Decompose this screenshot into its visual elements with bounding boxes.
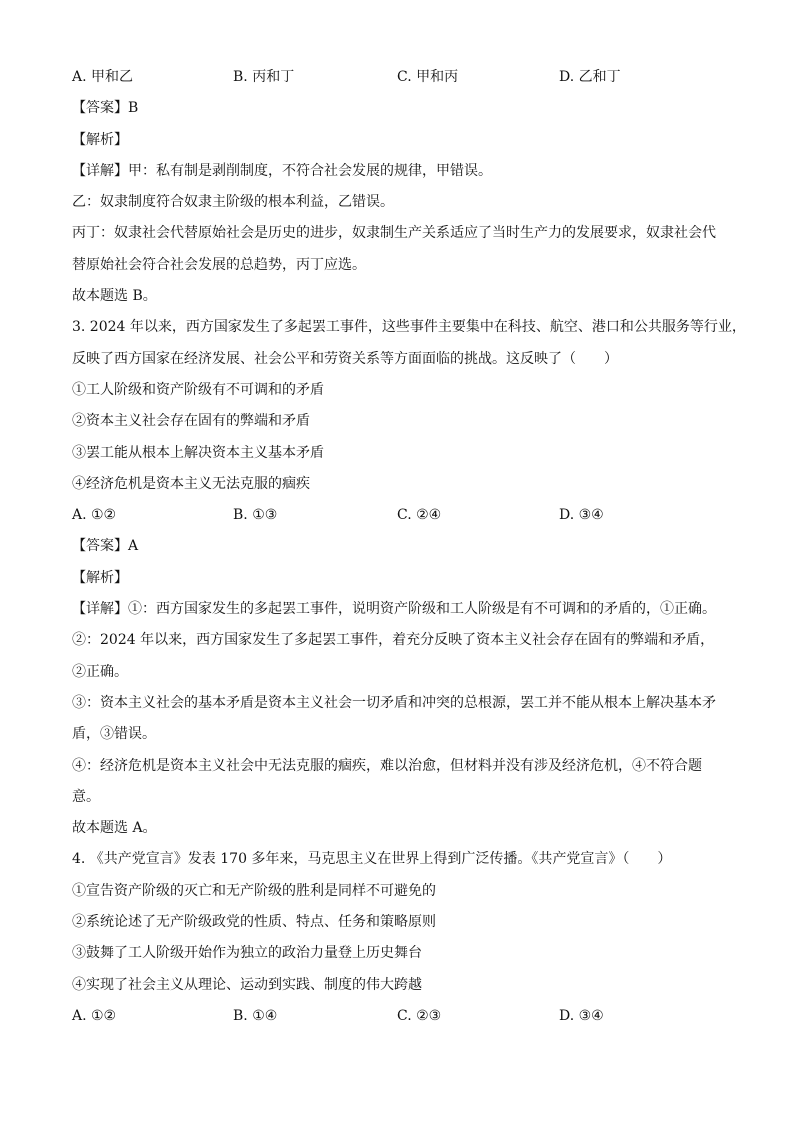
q4-statement-4: ④实现了社会主义从理论、运动到实践、制度的伟大跨越 bbox=[72, 976, 422, 993]
q3-option-b: B. ①③ bbox=[233, 507, 278, 524]
q3-detail-line: 盾，③错误。 bbox=[72, 726, 156, 743]
q3-detail-line: 意。 bbox=[72, 788, 100, 805]
q3-statement-4: ④经济危机是资本主义无法克服的痼疾 bbox=[72, 475, 310, 492]
q2-detail-line: 丙丁：奴隶社会代替原始社会是历史的进步，奴隶制生产关系适应了当时生产力的发展要求，奴隶社会代 bbox=[72, 225, 716, 242]
document-page bbox=[72, 62, 746, 1032]
q3-option-d: D. ③④ bbox=[559, 507, 604, 524]
q2-options bbox=[72, 62, 732, 93]
q3-option-a: A. ①② bbox=[72, 507, 117, 524]
q3-detail-line: ④：经济危机是资本主义社会中无法克服的痼疾，难以治愈，但材料并没有涉及经济危机，④不符合题 bbox=[72, 757, 702, 774]
q3-statement-2: ②资本主义社会存在固有的弊端和矛盾 bbox=[72, 413, 310, 430]
q3-detail-line: ②：2024 年以来，西方国家发生了多起罢工事件，着充分反映了资本主义社会存在固有的弊端和矛盾， bbox=[72, 632, 715, 649]
q4-option-a: A. ①② bbox=[72, 1007, 117, 1024]
q3-analysis-label: 【解析】 bbox=[72, 569, 128, 586]
q3-statement-3: ③罢工能从根本上解决资本主义基本矛盾 bbox=[72, 444, 324, 461]
q2-detail-line: 乙：奴隶制度符合奴隶主阶级的根本利益，乙错误。 bbox=[72, 194, 394, 211]
q2-answer: 【答案】B bbox=[72, 100, 139, 117]
q2-option-c: C. 甲和丙 bbox=[397, 69, 459, 85]
q3-stem-line: 3. 2024 年以来，西方国家发生了多起罢工事件，这些事件主要集中在科技、航空、港口和公共服务等行业， bbox=[72, 319, 746, 336]
q2-option-a: A. 甲和乙 bbox=[72, 69, 134, 85]
q4-option-d: D. ③④ bbox=[559, 1007, 604, 1024]
q3-detail-line: ②正确。 bbox=[72, 663, 128, 680]
q3-stem-line: 反映了西方国家在经济发展、社会公平和劳资关系等方面面临的挑战。这反映了（ ） bbox=[72, 350, 618, 367]
q2-conclusion: 故本题选 B。 bbox=[72, 288, 157, 305]
q4-statement-2: ②系统论述了无产阶级政党的性质、特点、任务和策略原则 bbox=[72, 914, 436, 931]
q4-option-b: B. ①④ bbox=[233, 1007, 278, 1024]
q3-conclusion: 故本题选 A。 bbox=[72, 820, 157, 837]
q2-option-b: B. 丙和丁 bbox=[233, 69, 295, 85]
q4-statement-1: ①宣告资产阶级的灭亡和无产阶级的胜利是同样不可避免的 bbox=[72, 882, 436, 899]
q2-detail-line: 替原始社会符合社会发展的总趋势，丙丁应选。 bbox=[72, 256, 366, 273]
q4-options bbox=[72, 1001, 732, 1032]
q2-detail-line: 【详解】甲：私有制是剥削制度，不符合社会发展的规律，甲错误。 bbox=[72, 162, 492, 179]
q3-options bbox=[72, 500, 732, 531]
q2-analysis-label: 【解析】 bbox=[72, 131, 128, 148]
q2-option-d: D. 乙和丁 bbox=[559, 69, 621, 85]
q4-stem: 4. 《共产党宣言》发表 170 多年来，马克思主义在世界上得到广泛传播。《共产党宣言》（ ） bbox=[72, 851, 672, 868]
q3-detail-line: ③：资本主义社会的基本矛盾是资本主义社会一切矛盾和冲突的总根源，罢工并不能从根本上解决基本矛 bbox=[72, 694, 716, 711]
q3-option-c: C. ②④ bbox=[397, 507, 442, 524]
q3-answer: 【答案】A bbox=[72, 538, 139, 555]
q4-option-c: C. ②③ bbox=[397, 1007, 442, 1024]
q3-statement-1: ①工人阶级和资产阶级有不可调和的矛盾 bbox=[72, 381, 324, 398]
q4-statement-3: ③鼓舞了工人阶级开始作为独立的政治力量登上历史舞台 bbox=[72, 945, 422, 962]
q3-detail-line: 【详解】①：西方国家发生的多起罢工事件，说明资产阶级和工人阶级是有不可调和的矛盾的，①正确。 bbox=[72, 601, 716, 618]
